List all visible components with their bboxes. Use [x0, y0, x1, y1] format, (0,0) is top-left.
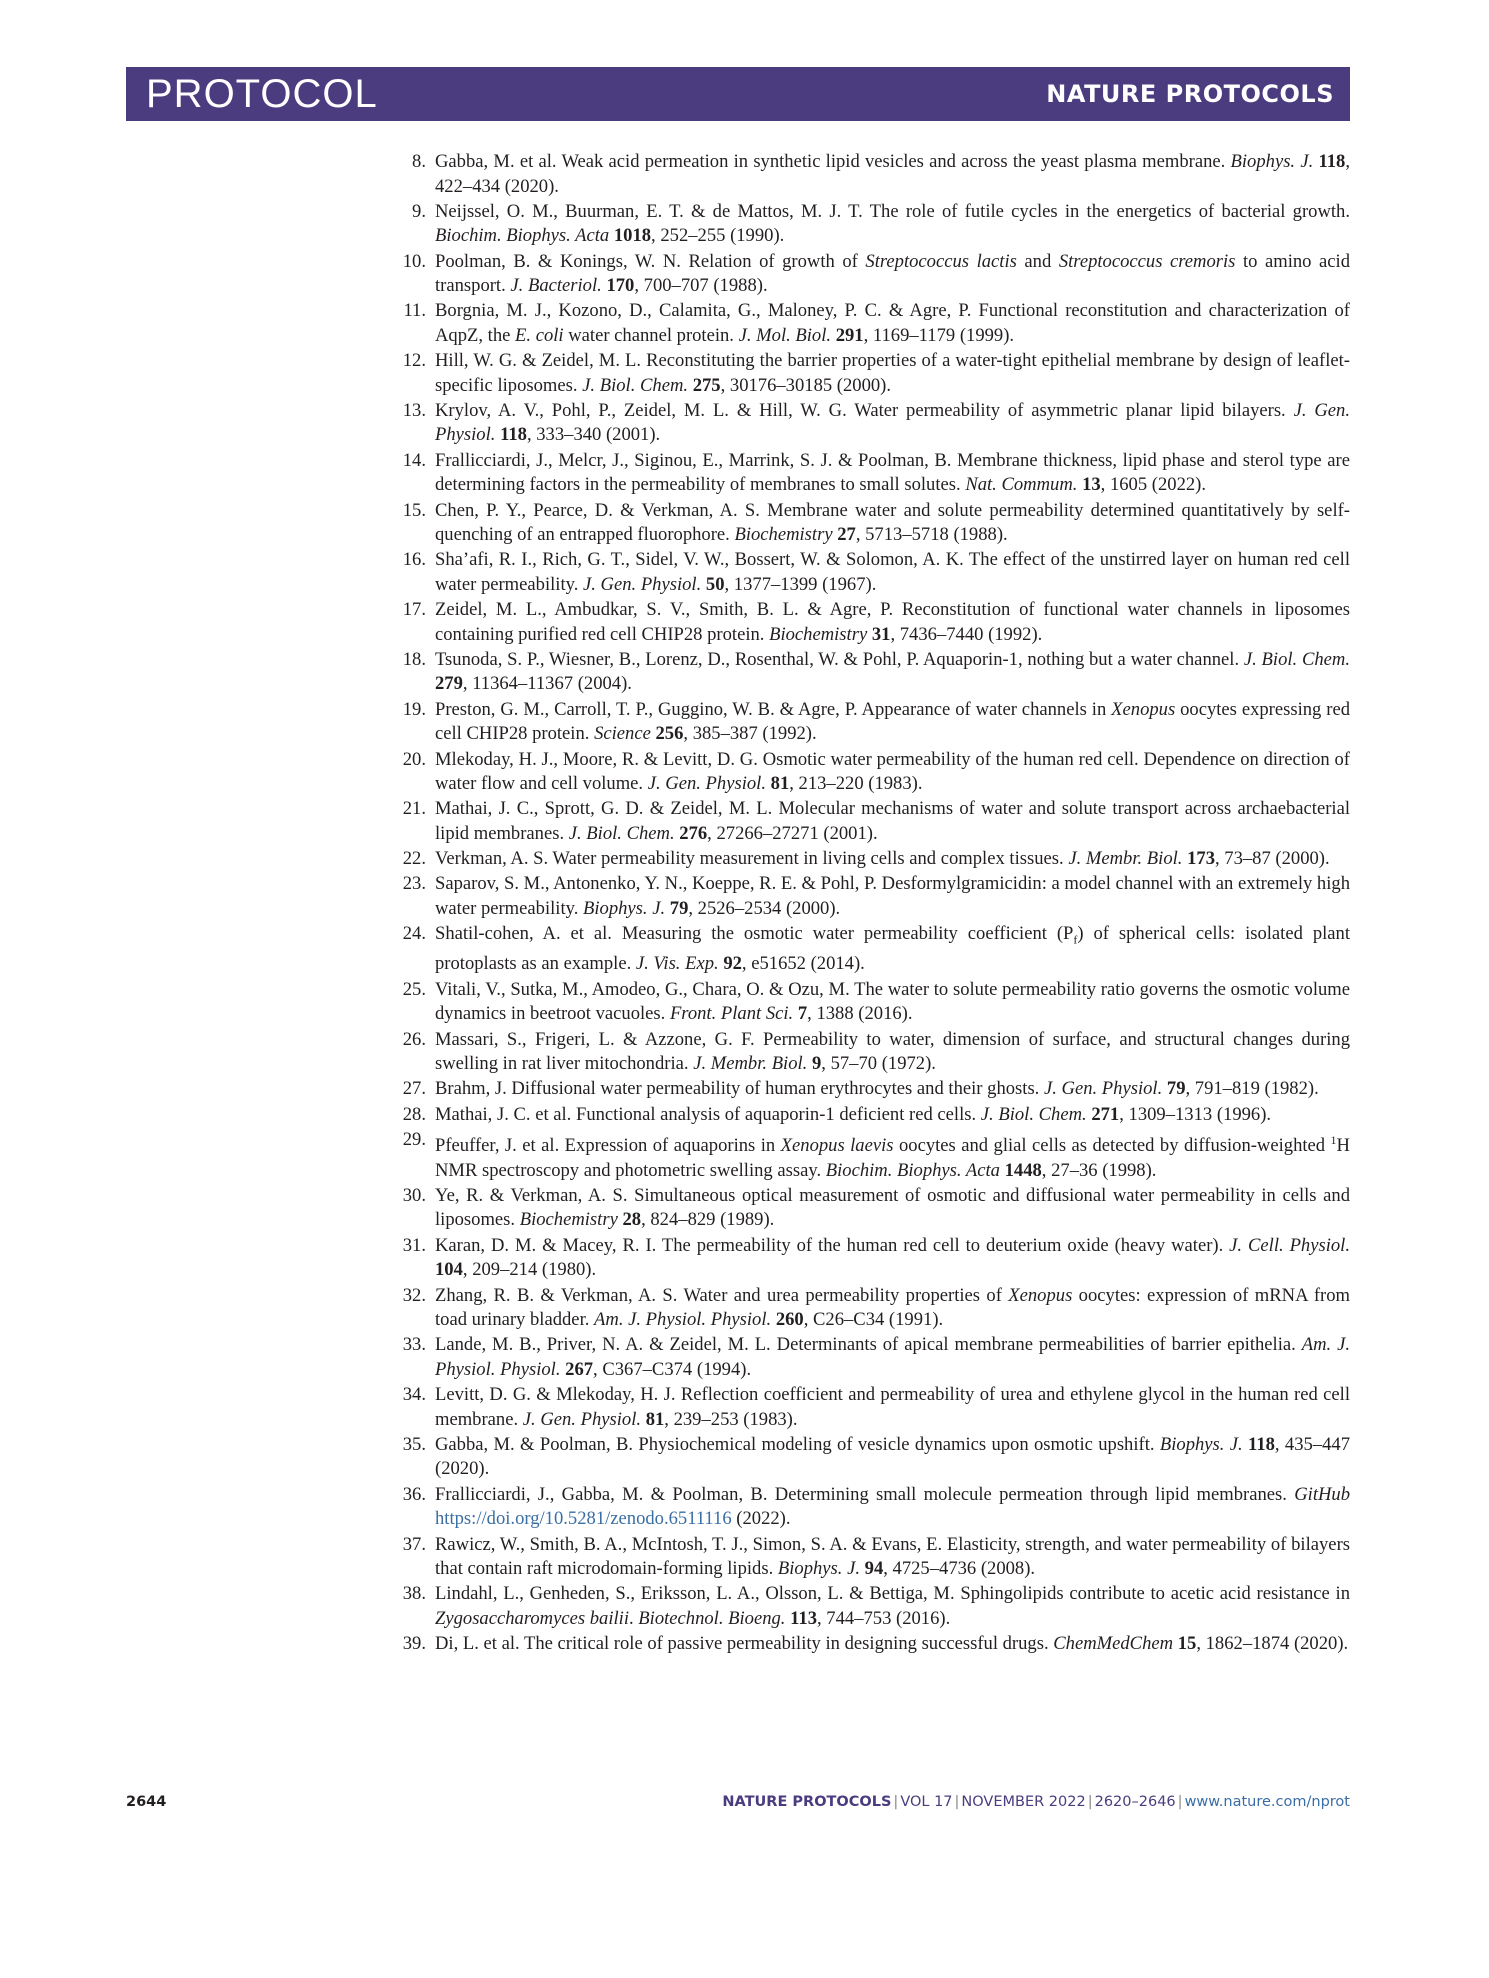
reference-volume: 256 [655, 723, 684, 745]
reference-text: , 791–819 (1982). [1185, 1078, 1319, 1100]
reference-text: Chen, P. Y., Pearce, D. & Verkman, A. S. Membrane water and solute permeability determined quantitatively by self-quenching of an entrapped fluorophore. [435, 499, 1350, 546]
reference-italic-text: Nat. Commum. [965, 474, 1078, 496]
reference-volume: 15 [1177, 1633, 1197, 1655]
reference-text: Mlekoday, H. J., Moore, R. & Levitt, D. G. Osmotic water permeability of the human red cell. Dependence on direction of water flow and cell volume. [435, 748, 1350, 795]
reference-volume: 260 [775, 1309, 804, 1331]
reference-text: . [629, 1607, 639, 1629]
reference-item [398, 1433, 1350, 1482]
reference-text: , 30176–30185 (2000). [720, 374, 892, 396]
reference-number: 39. [402, 1633, 426, 1655]
reference-text: , 385–387 (1992). [683, 723, 817, 745]
reference-volume: 173 [1187, 848, 1215, 870]
reference-number: 27. [402, 1078, 426, 1100]
reference-number: 14. [402, 449, 426, 471]
reference-text: oocytes and glial cells as detected by diffusion-weighted [893, 1135, 1331, 1157]
reference-number: 25. [402, 978, 426, 1000]
reference-volume: 79 [1166, 1078, 1186, 1100]
reference-text: Saparov, S. M., Antonenko, Y. N., Koeppe, R. E. & Pohl, P. Desformylgramicidin: a model channel with an extremely high water permeability. [435, 873, 1350, 919]
reference-number: 8. [412, 151, 426, 172]
reference-text: , 11364–11367 (2004). [462, 673, 632, 695]
reference-italic-text: Zygosaccharomyces bailii [435, 1607, 629, 1629]
reference-text: , 824–829 (1989). [641, 1209, 775, 1231]
reference-item [398, 399, 1350, 448]
reference-item [398, 1128, 1350, 1183]
reference-italic-text: J. Membr. Biol. [693, 1053, 808, 1075]
reference-italic-text: Biochim. Biophys. Acta [435, 225, 610, 247]
reference-text: Brahm, J. Diffusional water permeability of human erythrocytes and their ghosts. [435, 1078, 1044, 1100]
reference-number: 12. [402, 350, 426, 372]
reference-text: Lindahl, L., Genheden, S., Eriksson, L. A., Olsson, L. & Bettiga, M. Sphingolipids contribute to acetic acid resistance in [435, 1583, 1350, 1605]
reference-text: , 2526–2534 (2000). [688, 897, 841, 919]
reference-italic-text: Biochemistry [734, 524, 833, 546]
reference-number: 38. [402, 1583, 426, 1605]
reference-italic-text: Streptococcus cremoris [1058, 250, 1236, 272]
reference-italic-text: J. Gen. Physiol. [583, 573, 702, 595]
reference-text: Sha’afi, R. I., Rich, G. T., Sidel, V. W., Bossert, W. & Solomon, A. K. The effect of the unstirred layer on human red cell water permeability. [435, 549, 1350, 595]
reference-text: , 1862–1874 (2020). [1196, 1633, 1349, 1655]
reference-item [398, 1383, 1350, 1432]
reference-text: Poolman, B. & Konings, W. N. Relation of growth of [435, 250, 866, 272]
reference-text: oocytes expressing red cell CHIP28 protein. [435, 698, 1350, 745]
footer-journal: NATURE PROTOCOLS [722, 1794, 892, 1810]
reference-volume: 9 [811, 1053, 822, 1075]
reference-volume: 79 [669, 897, 689, 919]
reference-item [398, 1284, 1350, 1333]
reference-item [398, 1234, 1350, 1283]
reference-volume: 291 [835, 324, 864, 346]
reference-italic-text: Biotechnol. Bioeng. [638, 1607, 786, 1629]
reference-number: 26. [402, 1028, 426, 1050]
reference-text: H NMR spectroscopy and photometric swelling assay. [435, 1135, 1350, 1181]
reference-number: 28. [402, 1103, 426, 1125]
doi-link[interactable]: https://doi.org/10.5281/zenodo.6511116 [435, 1508, 732, 1530]
reference-text: ) of spherical cells: isolated plant protoplasts as an example. [435, 923, 1350, 975]
reference-text: , 27266–27271 (2001). [707, 822, 878, 844]
reference-number: 18. [402, 648, 426, 670]
reference-text: Pfeuffer, J. et al. Expression of aquaporins in [435, 1135, 781, 1157]
reference-volume: 279 [435, 673, 463, 695]
reference-volume: 275 [692, 374, 721, 396]
reference-text: oocytes: expression of mRNA from toad urinary bladder. [435, 1284, 1350, 1331]
reference-item [398, 872, 1350, 921]
reference-text: , 27–36 (1998). [1041, 1159, 1157, 1181]
reference-number: 24. [402, 923, 426, 945]
reference-text: Rawicz, W., Smith, B. A., McIntosh, T. J., Simon, S. A. & Evans, E. Elasticity, strength, and water permeability of bilayers that contain raft microdomain-forming lipids. [435, 1533, 1350, 1580]
reference-number: 23. [402, 873, 426, 895]
reference-text: , 422–434 (2020). [435, 151, 1351, 197]
reference-volume: 118 [1248, 1433, 1275, 1455]
reference-item [398, 349, 1350, 398]
page-number: 2644 [126, 1794, 167, 1810]
reference-text: Neijssel, O. M., Buurman, E. T. & de Mattos, M. J. T. The role of futile cycles in the energetics of bacterial growth. [435, 200, 1350, 222]
reference-italic-text: J. Vis. Exp. [635, 953, 719, 975]
reference-number: 20. [402, 748, 426, 770]
reference-text: Vitali, V., Sutka, M., Amodeo, G., Chara, O. & Ozu, M. The water to solute permeability ratio governs the osmotic volume dynamics in beetroot vacuoles. [435, 978, 1350, 1025]
reference-volume: 31 [871, 623, 891, 645]
reference-number: 13. [402, 399, 426, 421]
reference-text: and [1016, 250, 1059, 272]
reference-item [398, 1333, 1350, 1382]
reference-volume: 276 [679, 822, 708, 844]
reference-text: Zeidel, M. L., Ambudkar, S. V., Smith, B. L. & Agre, P. Reconstitution of functional water channels in liposomes containing purified red cell CHIP28 protein. [435, 599, 1350, 645]
reference-text: , 239–253 (1983). [664, 1408, 798, 1430]
reference-italic-text: J. Gen. Physiol. [647, 773, 766, 795]
reference-italic-text: Front. Plant Sci. [669, 1003, 794, 1025]
reference-number: 30. [402, 1184, 426, 1206]
reference-item [398, 598, 1350, 647]
reference-item [398, 748, 1350, 797]
reference-item [398, 1184, 1350, 1233]
footer-separator: | [1177, 1794, 1183, 1810]
reference-italic-text: J. Bacteriol. [510, 275, 602, 297]
reference-italic-text: J. Biol. Chem. [980, 1103, 1087, 1125]
reference-text: to amino acid transport. [435, 250, 1351, 297]
reference-item [398, 499, 1350, 548]
reference-text: Tsunoda, S. P., Wiesner, B., Lorenz, D., Rosenthal, W. & Pohl, P. Aquaporin-1, nothing but a water channel. [435, 648, 1244, 670]
reference-italic-text: Biochemistry [769, 623, 868, 645]
reference-text: Massari, S., Frigeri, L. & Azzone, G. F. Permeability to water, dimension of surface, and structural changes during swelling in rat liver mitochondria. [435, 1028, 1350, 1075]
reference-item [398, 1632, 1350, 1657]
footer-pages: 2620–2646 [1094, 1794, 1176, 1810]
page-footer [126, 1794, 1350, 1818]
reference-number: 29. [402, 1128, 426, 1150]
reference-italic-text: E. coli [515, 324, 564, 346]
section-label: PROTOCOL [146, 72, 378, 116]
reference-number: 37. [402, 1533, 426, 1555]
reference-italic-text: J. Cell. Physiol. [1229, 1234, 1350, 1256]
reference-italic-text: J. Biol. Chem. [1243, 648, 1350, 670]
reference-text: Frallicciardi, J., Gabba, M. & Poolman, B. Determining small molecule permeation through lipid membranes. [435, 1483, 1295, 1505]
reference-italic-text: J. Mol. Biol. [738, 324, 832, 346]
reference-item [398, 922, 1350, 977]
reference-volume: 50 [705, 573, 725, 595]
reference-number: 22. [402, 848, 426, 870]
footer-separator: | [893, 1794, 899, 1810]
reference-text: Lande, M. B., Priver, N. A. & Zeidel, M. L. Determinants of apical membrane permeabilities of barrier epithelia. [435, 1334, 1302, 1356]
footer-separator: | [954, 1794, 960, 1810]
reference-text: , 744–753 (2016). [817, 1607, 951, 1629]
reference-italic-text: Biochemistry [519, 1209, 618, 1231]
reference-text: , 1388 (2016). [807, 1003, 913, 1025]
reference-volume: 28 [622, 1209, 642, 1231]
reference-item [398, 1028, 1350, 1077]
reference-number: 11. [403, 300, 426, 322]
reference-text: , 333–340 (2001). [526, 424, 661, 446]
reference-number: 35. [402, 1433, 426, 1455]
reference-text: , 209–214 (1980). [462, 1259, 597, 1281]
reference-text: Karan, D. M. & Macey, R. I. The permeability of the human red cell to deuterium oxide (heavy water). [435, 1234, 1230, 1256]
reference-list [398, 150, 1350, 1657]
reference-volume: 113 [790, 1607, 817, 1629]
reference-number: 19. [402, 698, 426, 720]
reference-volume: 1448 [1004, 1159, 1042, 1181]
reference-text: , 213–220 (1983). [789, 773, 923, 795]
reference-item [398, 847, 1350, 872]
reference-text: , 1605 (2022). [1100, 474, 1207, 496]
reference-text: , 435–447 (2020). [435, 1433, 1350, 1480]
reference-item [398, 1582, 1350, 1631]
reference-italic-text: Streptococcus lactis [865, 250, 1017, 272]
reference-text: Mathai, J. C., Sprott, G. D. & Zeidel, M. L. Molecular mechanisms of water and solute transport across archaebacterial lipid membranes. [435, 798, 1350, 844]
reference-item [398, 1533, 1350, 1582]
reference-item [398, 978, 1350, 1027]
reference-text: Preston, G. M., Carroll, T. P., Guggino, W. B. & Agre, P. Appearance of water channels in [435, 698, 1112, 720]
reference-italic-text: J. Gen. Physiol. [435, 399, 1350, 446]
reference-text: , 700–707 (1988). [634, 275, 768, 297]
reference-volume: 104 [435, 1259, 463, 1281]
reference-italic-text: GitHub [1294, 1483, 1350, 1505]
reference-number: 16. [402, 549, 426, 571]
reference-italic-text: Science [594, 723, 651, 745]
reference-italic-text: Biophys. J. [583, 897, 666, 919]
reference-text: Frallicciardi, J., Melcr, J., Siginou, E., Marrink, S. J. & Poolman, B. Membrane thickness, lipid phase and sterol type are determining factors in the permeability of membranes to small solutes. [435, 449, 1350, 496]
reference-text: Zhang, R. B. & Verkman, A. S. Water and urea permeability properties of [435, 1284, 1009, 1306]
reference-text: Shatil-cohen, A. et al. Measuring the osmotic water permeability coefficient (P [435, 923, 1074, 945]
reference-text: , 4725–4736 (2008). [883, 1558, 1036, 1580]
reference-text: , 252–255 (1990). [651, 225, 785, 247]
page-header [126, 67, 1350, 121]
reference-item [398, 1483, 1350, 1532]
reference-text: Gabba, M. et al. Weak acid permeation in synthetic lipid vesicles and across the yeast plasma membrane. [435, 151, 1231, 172]
reference-text: Di, L. et al. The critical role of passive permeability in designing successful drugs. [435, 1633, 1054, 1655]
footer-separator: | [1087, 1794, 1093, 1810]
reference-italic-text: Biochim. Biophys. Acta [825, 1159, 1000, 1181]
reference-item [398, 1103, 1350, 1128]
reference-volume: 13 [1082, 474, 1101, 496]
reference-volume: 7 [797, 1003, 808, 1025]
reference-italic-text: Biophys. J. [1159, 1433, 1243, 1455]
reference-number: 9. [412, 200, 426, 222]
reference-volume: 27 [837, 524, 856, 546]
reference-text: , 73–87 (2000). [1214, 848, 1330, 870]
reference-number: 32. [402, 1284, 426, 1306]
reference-text: , 5713–5718 (1988). [855, 524, 1008, 546]
reference-item [398, 200, 1350, 249]
reference-item [398, 1077, 1350, 1102]
reference-item [398, 449, 1350, 498]
footer-citation [722, 1794, 1350, 1810]
reference-italic-text: J. Gen. Physiol. [522, 1408, 642, 1430]
reference-italic-text: Biophys. J. [777, 1558, 860, 1580]
reference-number: 10. [402, 250, 426, 272]
reference-italic-text: Am. J. Physiol. Physiol. [435, 1334, 1350, 1380]
reference-item [398, 250, 1350, 299]
reference-italic-text: Am. J. Physiol. Physiol. [594, 1309, 772, 1331]
reference-text: , C367–C374 (1994). [593, 1358, 752, 1380]
reference-number: 33. [402, 1334, 426, 1356]
reference-text: , C26–C34 (1991). [803, 1309, 944, 1331]
reference-italic-text: Xenopus laevis [780, 1135, 894, 1157]
reference-italic-text: Biophys. J. [1230, 151, 1314, 172]
reference-number: 21. [402, 798, 426, 820]
reference-text: Mathai, J. C. et al. Functional analysis of aquaporin-1 deficient red cells. [435, 1103, 981, 1125]
reference-text: Borgnia, M. J., Kozono, D., Calamita, G., Maloney, P. C. & Agre, P. Functional reconstitution and characterization of AqpZ, the [435, 300, 1350, 346]
reference-text: , 1377–1399 (1967). [724, 573, 877, 595]
footer-volume: VOL 17 [900, 1794, 953, 1810]
reference-volume: 1018 [613, 225, 652, 247]
reference-number: 15. [402, 499, 426, 521]
reference-text: f [1073, 932, 1078, 947]
reference-item [398, 797, 1350, 846]
reference-text: , 1309–1313 (1996). [1119, 1103, 1272, 1125]
reference-italic-text: J. Gen. Physiol. [1043, 1078, 1163, 1100]
reference-italic-text: ChemMedChem [1053, 1633, 1174, 1655]
reference-volume: 94 [864, 1558, 884, 1580]
reference-text: water channel protein. [563, 324, 739, 346]
reference-volume: 267 [565, 1358, 594, 1380]
reference-volume: 271 [1091, 1103, 1120, 1125]
reference-number: 31. [402, 1234, 426, 1256]
reference-volume: 81 [770, 773, 790, 795]
reference-text: Levitt, D. G. & Mlekoday, H. J. Reflection coefficient and permeability of urea and ethylene glycol in the human red cell membrane. [435, 1384, 1350, 1430]
reference-text: , 57–70 (1972). [821, 1053, 936, 1075]
reference-italic-text: Xenopus [1111, 698, 1176, 720]
reference-text: Verkman, A. S. Water permeability measurement in living cells and complex tissues. [435, 848, 1069, 870]
reference-text: (2022). [731, 1508, 791, 1530]
reference-text: Ye, R. & Verkman, A. S. Simultaneous optical measurement of osmotic and diffusional water permeability in cells and liposomes. [435, 1184, 1350, 1231]
reference-text: Krylov, A. V., Pohl, P., Zeidel, M. L. & Hill, W. G. Water permeability of asymmetric planar lipid bilayers. [435, 399, 1294, 421]
reference-text: 1 [1330, 1132, 1337, 1147]
reference-item [398, 548, 1350, 597]
reference-volume: 118 [500, 424, 527, 446]
reference-volume: 81 [645, 1408, 665, 1430]
reference-item [398, 150, 1350, 199]
reference-text: , 7436–7440 (1992). [890, 623, 1043, 645]
journal-name: NATURE PROTOCOLS [1046, 80, 1334, 108]
reference-number: 36. [402, 1483, 426, 1505]
reference-volume: 170 [606, 275, 635, 297]
reference-text: Gabba, M. & Poolman, B. Physiochemical modeling of vesicle dynamics upon osmotic upshift. [435, 1433, 1160, 1455]
reference-item [398, 648, 1350, 697]
footer-date: NOVEMBER 2022 [961, 1794, 1086, 1810]
reference-volume: 118 [1318, 151, 1346, 172]
footer-url-link[interactable]: www.nature.com/nprot [1184, 1794, 1350, 1810]
reference-volume: 92 [723, 953, 742, 975]
reference-item [398, 299, 1350, 348]
reference-italic-text: J. Membr. Biol. [1068, 848, 1183, 870]
reference-number: 17. [402, 599, 426, 621]
reference-item [398, 698, 1350, 747]
reference-text: , 1169–1179 (1999). [863, 324, 1015, 346]
reference-italic-text: Xenopus [1008, 1284, 1073, 1306]
reference-italic-text: J. Biol. Chem. [582, 374, 689, 396]
reference-text: , e51652 (2014). [741, 953, 865, 975]
reference-text: Hill, W. G. & Zeidel, M. L. Reconstituting the barrier properties of a water-tight epithelial membrane by design of leaflet-specific liposomes. [435, 350, 1350, 396]
reference-italic-text: J. Biol. Chem. [568, 822, 675, 844]
reference-number: 34. [402, 1384, 426, 1406]
